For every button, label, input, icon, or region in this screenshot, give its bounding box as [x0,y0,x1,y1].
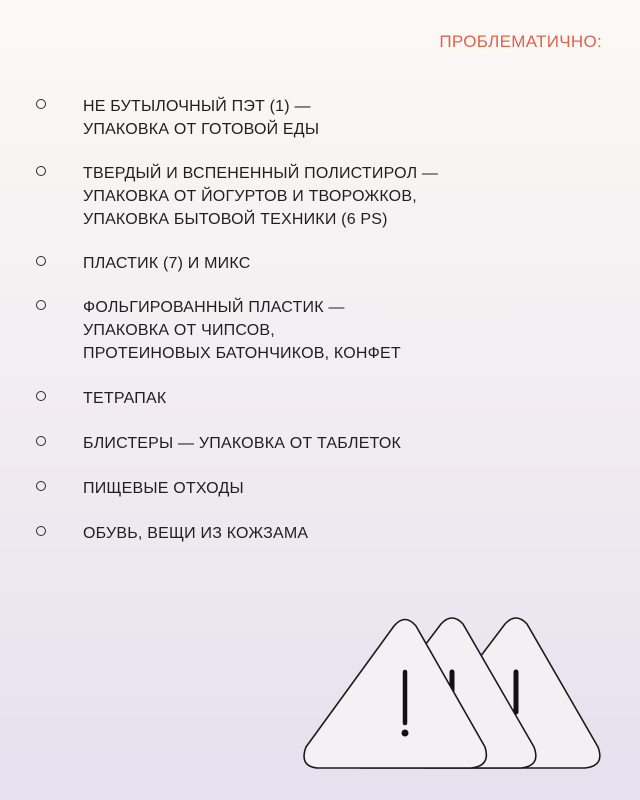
circle-bullet-icon [36,526,46,536]
list-item-line: УПАКОВКА ОТ ЙОГУРТОВ И ТВОРОЖКОВ, [83,188,417,205]
list-item-text [83,95,319,141]
page-title: ПРОБЛЕМАТИЧНО: [439,32,602,51]
list-item-line: УПАКОВКА ОТ ЧИПСОВ, [83,322,275,339]
list-item [36,95,319,141]
list-item-text [83,387,166,410]
list-item-line: УПАКОВКА ОТ ГОТОВОЙ ЕДЫ [83,121,320,138]
circle-bullet-icon [36,99,46,109]
list-item-text [83,522,308,545]
list-item-text [83,252,250,275]
circle-bullet-icon [36,481,46,491]
circle-bullet-icon [36,391,46,401]
list-item [36,432,401,455]
list-item-line: ПРОТЕИНОВЫХ БАТОНЧИКОВ, КОНФЕТ [83,345,401,362]
circle-bullet-icon [36,166,46,176]
list-item-line: ПЛАСТИК (7) И МИКС [83,255,251,272]
list-item-line: ПИЩЕВЫЕ ОТХОДЫ [83,480,244,497]
list-item-line: ТВЕРДЫЙ И ВСПЕНЕННЫЙ ПОЛИСТИРОЛ — [83,165,439,182]
list-item-line: ТЕТРАПАК [83,390,167,407]
circle-bullet-icon [36,300,46,310]
list-item [36,522,308,545]
circle-bullet-icon [36,436,46,446]
list-item-text [83,477,244,500]
list-item-line: ФОЛЬГИРОВАННЫЙ ПЛАСТИК — [83,299,345,316]
warning-triangles-illustration [300,600,620,790]
list-item-line: БЛИСТЕРЫ — УПАКОВКА ОТ ТАБЛЕТОК [83,435,401,452]
list-item-text [83,296,401,365]
list-item-line: ОБУВЬ, ВЕЩИ ИЗ КОЖЗАМА [83,525,309,542]
list-item-text [83,162,438,231]
circle-bullet-icon [36,256,46,266]
list-item [36,162,438,231]
list-item [36,252,250,275]
list-item [36,296,401,365]
list-item-line: УПАКОВКА БЫТОВОЙ ТЕХНИКИ (6 PS) [83,211,388,228]
list-item-line: НЕ БУТЫЛОЧНЫЙ ПЭТ (1) — [83,98,311,115]
list-item-text [83,432,401,455]
list-item [36,477,244,500]
list-item [36,387,166,410]
